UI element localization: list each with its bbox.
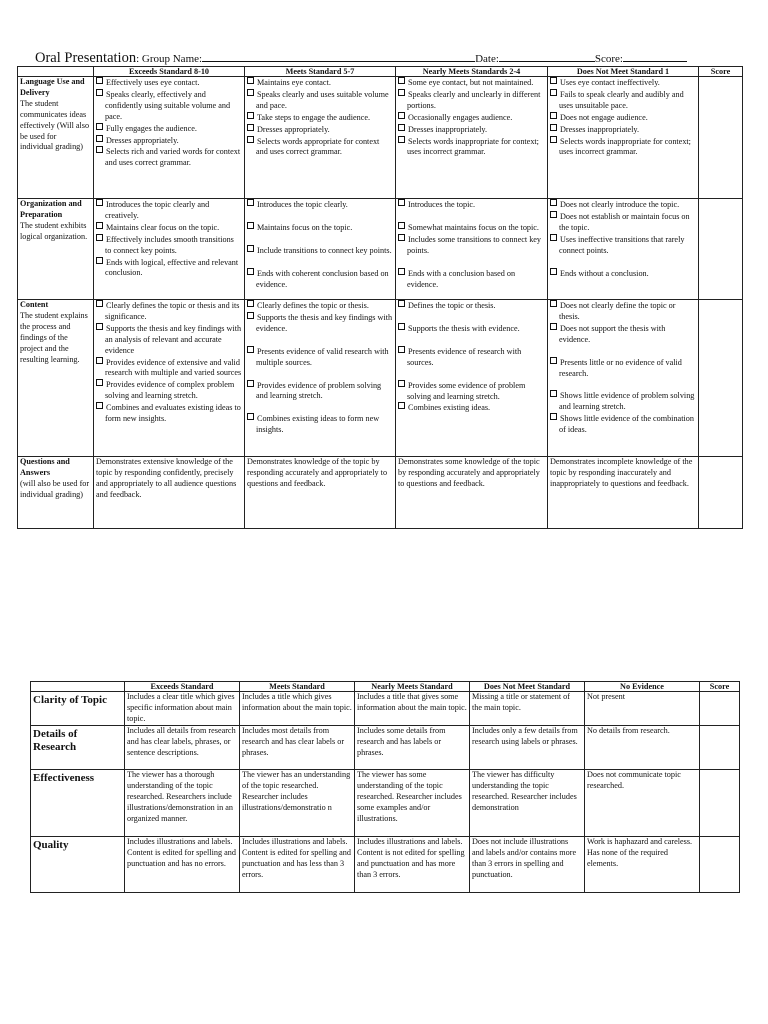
rubric-item-text: Uses ineffective transitions that rarely connect points. [559,234,685,255]
rubric-row [18,77,743,199]
rubric-item [550,300,696,323]
rubric-item [96,135,242,147]
date-label: Date: [475,53,499,65]
rubric2-header-row [31,682,740,692]
criterion-description: The student communicates ideas effectively (Will also be used for individual grading) [20,98,90,152]
criterion2-cell [31,837,125,893]
rubric-item [96,300,242,323]
oral-presentation-rubric [17,66,743,529]
rubric2-cell: Not present [585,692,700,726]
rubric2-cell: Includes illustrations and labels. Content is edited for spelling and punctuation and has less than 3 errors. [240,837,355,893]
col2-nearly-header: Nearly Meets Standard [355,682,470,692]
rubric-item [247,89,393,112]
criterion-description: The student explains the process and findings of the project and the resulting learning. [20,310,88,364]
rubric-item-text: Supports the thesis with evidence. [408,323,520,333]
rubric-item-text: Combines existing ideas. [408,403,491,413]
score-label: Score: [594,53,623,65]
checkbox-icon[interactable] [550,136,557,143]
criterion2-title: Details of Research [33,728,78,753]
rubric-header-row [18,67,743,77]
score-cell[interactable] [700,726,740,770]
rubric-item [96,379,242,402]
rubric2-row [31,837,740,893]
rubric-item-text: Introduces the topic. [408,200,476,209]
rubric2-cell: Does not include illustrations and labels and/or contains more than 3 errors in spelling and punctuation. [470,837,585,893]
checkbox-icon[interactable] [247,346,254,353]
checkbox-icon[interactable] [96,402,103,409]
rubric-item [398,77,545,89]
rubric-cell [396,457,548,529]
checkbox-icon[interactable] [247,199,254,206]
rubric-row [18,199,743,300]
criterion2-title: Effectiveness [33,772,95,784]
checkbox-icon[interactable] [398,124,405,131]
checkbox-icon[interactable] [247,413,254,420]
checkbox-icon[interactable] [398,346,405,353]
rubric-cell [396,77,548,199]
rubric2-cell: No details from research. [585,726,700,770]
criterion2-cell [31,770,125,837]
rubric-item-text: Selects words appropriate for context and uses correct grammar. [256,136,380,157]
rubric-item-text: Supports the thesis and key findings with an analysis of relevant and accurate evidence [105,323,242,355]
rubric-item-text: Effectively includes smooth transitions to connect key points. [105,234,234,255]
checkbox-icon[interactable] [96,135,103,142]
checkbox-icon[interactable] [96,379,103,386]
rubric-item [550,136,696,159]
rubric-item-text: Supports the thesis and key findings with evidence. [256,312,393,333]
rubric-item-text: Includes some transitions to connect key points. [407,234,542,255]
checkbox-icon[interactable] [96,199,103,206]
rubric-item-text: Defines the topic or thesis. [408,301,496,310]
rubric-item-text: Speaks clearly and uses suitable volume and pace. [256,89,389,110]
rubric-item-text: Shows little evidence of the combination of ideas. [559,414,694,435]
rubric-item-text: Clearly defines the topic or thesis. [257,301,369,310]
spacer [550,257,696,268]
criterion-title: Organization and Preparation [20,199,82,219]
col-score-header: Score [699,67,743,77]
rubric-item-text: Dresses appropriately. [257,124,330,134]
rubric-item-text: Selects rich and varied words for context and uses correct grammar. [105,147,241,168]
checkbox-icon[interactable] [398,222,405,229]
spacer [398,312,545,323]
checkbox-icon[interactable] [247,268,254,275]
rubric-cell [548,457,699,529]
rubric-item [398,402,545,414]
rubric-item [96,357,242,380]
rubric-item-text: Provides evidence of problem solving and learning stretch. [256,380,382,401]
col2-exceeds-header: Exceeds Standard [125,682,240,692]
spacer [247,234,393,245]
criterion-description: (will also be used for individual grading) [20,478,90,499]
spacer [398,369,545,380]
rubric-cell [94,300,245,457]
rubric-item [96,222,242,234]
rubric-item [247,380,393,403]
checkbox-icon[interactable] [398,268,405,275]
rubric-item-text: Does not establish or maintain focus on the topic. [559,211,690,232]
rubric-row [18,457,743,529]
rubric-cell [548,300,699,457]
checkbox-icon[interactable] [398,402,405,409]
criteria-header [18,67,94,77]
criterion-description: The student exhibits logical organization. [20,220,88,241]
group-name-label: : Group Name: [136,53,203,65]
rubric-item-text: Take steps to engage the audience. [257,112,371,122]
rubric-item [398,136,545,159]
rubric-item [247,245,393,257]
rubric-item [247,300,393,312]
rubric-item-text: Dresses inappropriately. [408,124,488,134]
rubric-item [398,89,545,112]
rubric-item [550,124,696,136]
page-title: Oral Presentation [35,50,137,66]
score-cell[interactable] [699,457,743,529]
spacer [398,257,545,268]
rubric-item [96,402,242,425]
rubric-item-text: Occasionally engages audience. [408,112,513,122]
checkbox-icon[interactable] [398,136,405,143]
rubric-item-text: Effectively uses eye contact. [106,78,200,87]
score-cell[interactable] [700,692,740,726]
checkbox-icon[interactable] [247,77,254,84]
rubric-item [96,123,242,135]
col2-score-header: Score [700,682,740,692]
spacer [247,402,393,413]
checkbox-icon[interactable] [247,312,254,319]
rubric-item-text: Introduces the topic clearly and creatively. [105,200,210,220]
checkbox-icon[interactable] [550,413,557,420]
group-name-line[interactable] [202,50,475,62]
rubric-item [398,300,545,312]
rubric2-cell: The viewer has a thorough understanding of the topic researched. Researchers include illustrations/demonstration in an organized manner. [125,770,240,837]
checkbox-icon[interactable] [398,234,405,241]
rubric-item-text: Speaks clearly, effectively and confidently using suitable volume and pace. [105,89,231,121]
rubric-item-text: Does not support the thesis with evidence. [559,323,666,344]
rubric-item [96,257,242,280]
date-line[interactable] [499,50,595,62]
rubric-item [550,199,696,211]
rubric-item-text: Does not clearly define the topic or thesis. [559,301,676,321]
checkbox-icon[interactable] [550,211,557,218]
rubric2-row [31,770,740,837]
rubric-item-text: Shows little evidence of problem solving and learning stretch. [559,391,695,412]
rubric-row [18,300,743,457]
rubric2-cell: Includes a title that gives some information about the main topic. [355,692,470,726]
rubric-item [398,199,545,211]
rubric-item-text: Does not engage audience. [560,112,648,122]
criterion2-title: Clarity of Topic [33,694,107,706]
rubric-item-text: Ends with logical, effective and relevant conclusion. [105,257,239,278]
col2-no-evidence-header: No Evidence [585,682,700,692]
rubric-item [550,234,696,257]
checkbox-icon[interactable] [550,323,557,330]
spacer [398,335,545,346]
rubric-item-text: Does not clearly introduce the topic. [560,200,680,209]
col-nearly-header: Nearly Meets Standards 2-4 [396,67,548,77]
rubric-item-text: Ends with a conclusion based on evidence. [407,268,516,289]
checkbox-icon[interactable] [96,234,103,241]
col-does-not-header: Does Not Meet Standard 1 [548,67,699,77]
checkbox-icon[interactable] [247,222,254,229]
rubric2-cell: Includes all details from research and has clear labels, phrases, or sentence descriptions. [125,726,240,770]
checkbox-icon[interactable] [398,77,405,84]
rubric-item-text: Provides some evidence of problem solving and learning stretch. [407,380,526,401]
rubric-item-text: Selects words inappropriate for context; uses incorrect grammar. [407,136,539,157]
rubric2-cell: The viewer has some understanding of the topic researched. Researcher includes some examples and/or illustrations. [355,770,470,837]
rubric-item [550,268,696,280]
col2-does-not-header: Does Not Meet Standard [470,682,585,692]
rubric-item [247,136,393,159]
rubric2-row [31,692,740,726]
rubric-item [247,413,393,436]
rubric-item-text: Combines existing ideas to form new insights. [256,414,380,435]
rubric-item [96,89,242,123]
checkbox-icon[interactable] [550,199,557,206]
checkbox-icon[interactable] [398,89,405,96]
rubric-item [550,211,696,234]
spacer [398,211,545,222]
checkbox-icon[interactable] [247,380,254,387]
spacer [247,257,393,268]
rubric-item [96,199,242,222]
checkbox-icon[interactable] [550,390,557,397]
rubric-cell [94,199,245,300]
rubric-item-text: Uses eye contact ineffectively. [560,78,660,87]
checkbox-icon[interactable] [247,245,254,252]
checkbox-icon[interactable] [398,323,405,330]
score-cell[interactable] [700,770,740,837]
rubric-item-text: Clearly defines the topic or thesis and its significance. [105,301,240,321]
rubric-item-text: Presents evidence of research with sources. [407,346,522,367]
rubric-item [550,390,696,413]
rubric-item-text: Ends with coherent conclusion based on evidence. [256,268,389,289]
col-exceeds-header: Exceeds Standard 8-10 [94,67,245,77]
rubric-item-text: Dresses appropriately. [106,135,179,145]
form-header [35,49,715,65]
rubric-item [550,77,696,89]
col-meets-header: Meets Standard 5-7 [245,67,396,77]
checkbox-icon[interactable] [96,146,103,153]
rubric-item-text: Maintains clear focus on the topic. [106,222,220,232]
checkbox-icon[interactable] [96,77,103,84]
spacer [247,335,393,346]
checkbox-icon[interactable] [96,222,103,229]
checkbox-icon[interactable] [96,300,103,307]
checkbox-icon[interactable] [247,112,254,119]
rubric-item-text: Speaks clearly and unclearly in different portions. [407,89,541,110]
rubric-item [247,112,393,124]
visual-rubric [30,681,740,893]
spacer [247,369,393,380]
rubric-item-text: Provides evidence of complex problem solving and learning stretch. [105,380,235,401]
checkbox-icon[interactable] [96,323,103,330]
checkbox-icon[interactable] [398,199,405,206]
score-line[interactable] [623,50,687,62]
rubric2-row [31,726,740,770]
rubric2-cell: The viewer has an understanding of the topic researched. Researcher includes illustrations/demonstratio n [240,770,355,837]
rubric2-cell: Includes a clear title which gives specific information about main topic. [125,692,240,726]
rubric-cell [245,457,396,529]
checkbox-icon[interactable] [96,357,103,364]
criterion-cell [18,457,94,529]
score-cell[interactable] [699,199,743,300]
rubric2-cell: Work is haphazard and careless. Has none of the required elements. [585,837,700,893]
rubric-item-text: Maintains eye contact. [257,78,331,87]
checkbox-icon[interactable] [550,357,557,364]
checkbox-icon[interactable] [398,112,405,119]
checkbox-icon[interactable] [550,112,557,119]
checkbox-icon[interactable] [550,268,557,275]
rubric-cell [548,199,699,300]
rubric-text: Demonstrates extensive knowledge of the topic by responding confidently, precisely and appropriately to all audience questions and feedback. [96,457,237,499]
checkbox-icon[interactable] [247,124,254,131]
rubric-item-text: Provides evidence of extensive and valid research with multiple and varied sources [105,357,242,378]
criterion-title: Content [20,300,49,309]
rubric2-cell: Includes illustrations and labels. Content is not edited for spelling and punctuation and has more than 3 errors. [355,837,470,893]
criterion2-title: Quality [33,839,69,851]
rubric2-cell: Includes a title which gives information about the main topic. [240,692,355,726]
rubric-item [247,268,393,291]
rubric-item-text: Combines and evaluates existing ideas to form new insights. [105,403,241,424]
rubric-cell [245,77,396,199]
rubric2-cell: Missing a title or statement of the main topic. [470,692,585,726]
criterion-cell [18,199,94,300]
criterion-title: Questions and Answers [20,457,70,477]
rubric-item [550,323,696,346]
rubric-item [247,222,393,234]
rubric-cell [94,457,245,529]
rubric-item-text: Somewhat maintains focus on the topic. [408,222,539,232]
rubric-cell [548,77,699,199]
rubric-cell [245,300,396,457]
rubric-item-text: Presents little or no evidence of valid research. [559,357,682,378]
rubric-item [247,124,393,136]
rubric-item [96,234,242,257]
rubric2-cell: Includes illustrations and labels. Content is edited for spelling and punctuation and has no errors. [125,837,240,893]
rubric-item [550,112,696,124]
rubric-item-text: Include transitions to connect key points. [257,245,392,255]
score-cell[interactable] [700,837,740,893]
rubric-item [398,222,545,234]
rubric-item-text: Some eye contact, but not maintained. [408,78,534,87]
rubric-item [398,380,545,403]
criterion-cell [18,300,94,457]
checkbox-icon[interactable] [550,77,557,84]
spacer [550,346,696,357]
checkbox-icon[interactable] [96,123,103,130]
criteria2-header [31,682,125,692]
rubric-item-text: Presents evidence of valid research with multiple sources. [256,346,389,367]
rubric-item [550,357,696,380]
rubric2-cell: Includes only a few details from research using labels or phrases. [470,726,585,770]
rubric2-cell: Does not communicate topic researched. [585,770,700,837]
rubric-item [247,199,393,211]
rubric-item [96,323,242,357]
rubric-item-text: Introduces the topic clearly. [257,200,348,209]
rubric-item [398,124,545,136]
rubric-item [247,312,393,335]
rubric-item [247,77,393,89]
rubric-text: Demonstrates incomplete knowledge of the topic by responding inaccurately and inappropriately to questions and feedback. [550,457,693,488]
criterion-title: Language Use and Delivery [20,77,85,97]
rubric-cell [94,77,245,199]
rubric-item [96,146,242,169]
rubric-item [247,346,393,369]
checkbox-icon[interactable] [550,300,557,307]
rubric-item [398,268,545,291]
rubric-item [398,323,545,335]
rubric-item [398,234,545,257]
spacer [247,211,393,222]
rubric-item-text: Dresses inappropriately. [560,124,640,134]
checkbox-icon[interactable] [550,124,557,131]
checkbox-icon[interactable] [96,257,103,264]
checkbox-icon[interactable] [247,300,254,307]
checkbox-icon[interactable] [247,136,254,143]
rubric2-cell: Includes some details from research and has labels or phrases. [355,726,470,770]
rubric-item [398,346,545,369]
criterion-cell [18,77,94,199]
rubric-item-text: Fully engages the audience. [106,123,197,133]
rubric-item [550,413,696,436]
rubric2-cell: The viewer has difficulty understanding the topic researched. Researcher includes demonstration [470,770,585,837]
rubric-item [398,112,545,124]
checkbox-icon[interactable] [247,89,254,96]
rubric-item-text: Ends without a conclusion. [560,268,649,278]
rubric2-cell: Includes most details from research and has clear labels or phrases. [240,726,355,770]
rubric-cell [245,199,396,300]
rubric-item-text: Selects words inappropriate for context; uses incorrect grammar. [559,136,691,157]
rubric-item [550,89,696,112]
checkbox-icon[interactable] [550,234,557,241]
score-cell[interactable] [699,77,743,199]
col2-meets-header: Meets Standard [240,682,355,692]
checkbox-icon[interactable] [398,300,405,307]
rubric-text: Demonstrates knowledge of the topic by responding accurately and appropriately to questions and feedback. [247,457,388,488]
rubric-item [96,77,242,89]
rubric-item-text: Fails to speak clearly and audibly and uses unsuitable pace. [559,89,684,110]
score-cell[interactable] [699,300,743,457]
spacer [550,379,696,390]
rubric-cell [396,300,548,457]
checkbox-icon[interactable] [398,380,405,387]
criterion2-cell [31,692,125,726]
criterion2-cell [31,726,125,770]
rubric-text: Demonstrates some knowledge of the topic by responding accurately and appropriately to questions and feedback. [398,457,540,488]
rubric-cell [396,199,548,300]
checkbox-icon[interactable] [550,89,557,96]
rubric-item-text: Maintains focus on the topic. [257,222,353,232]
checkbox-icon[interactable] [96,89,103,96]
